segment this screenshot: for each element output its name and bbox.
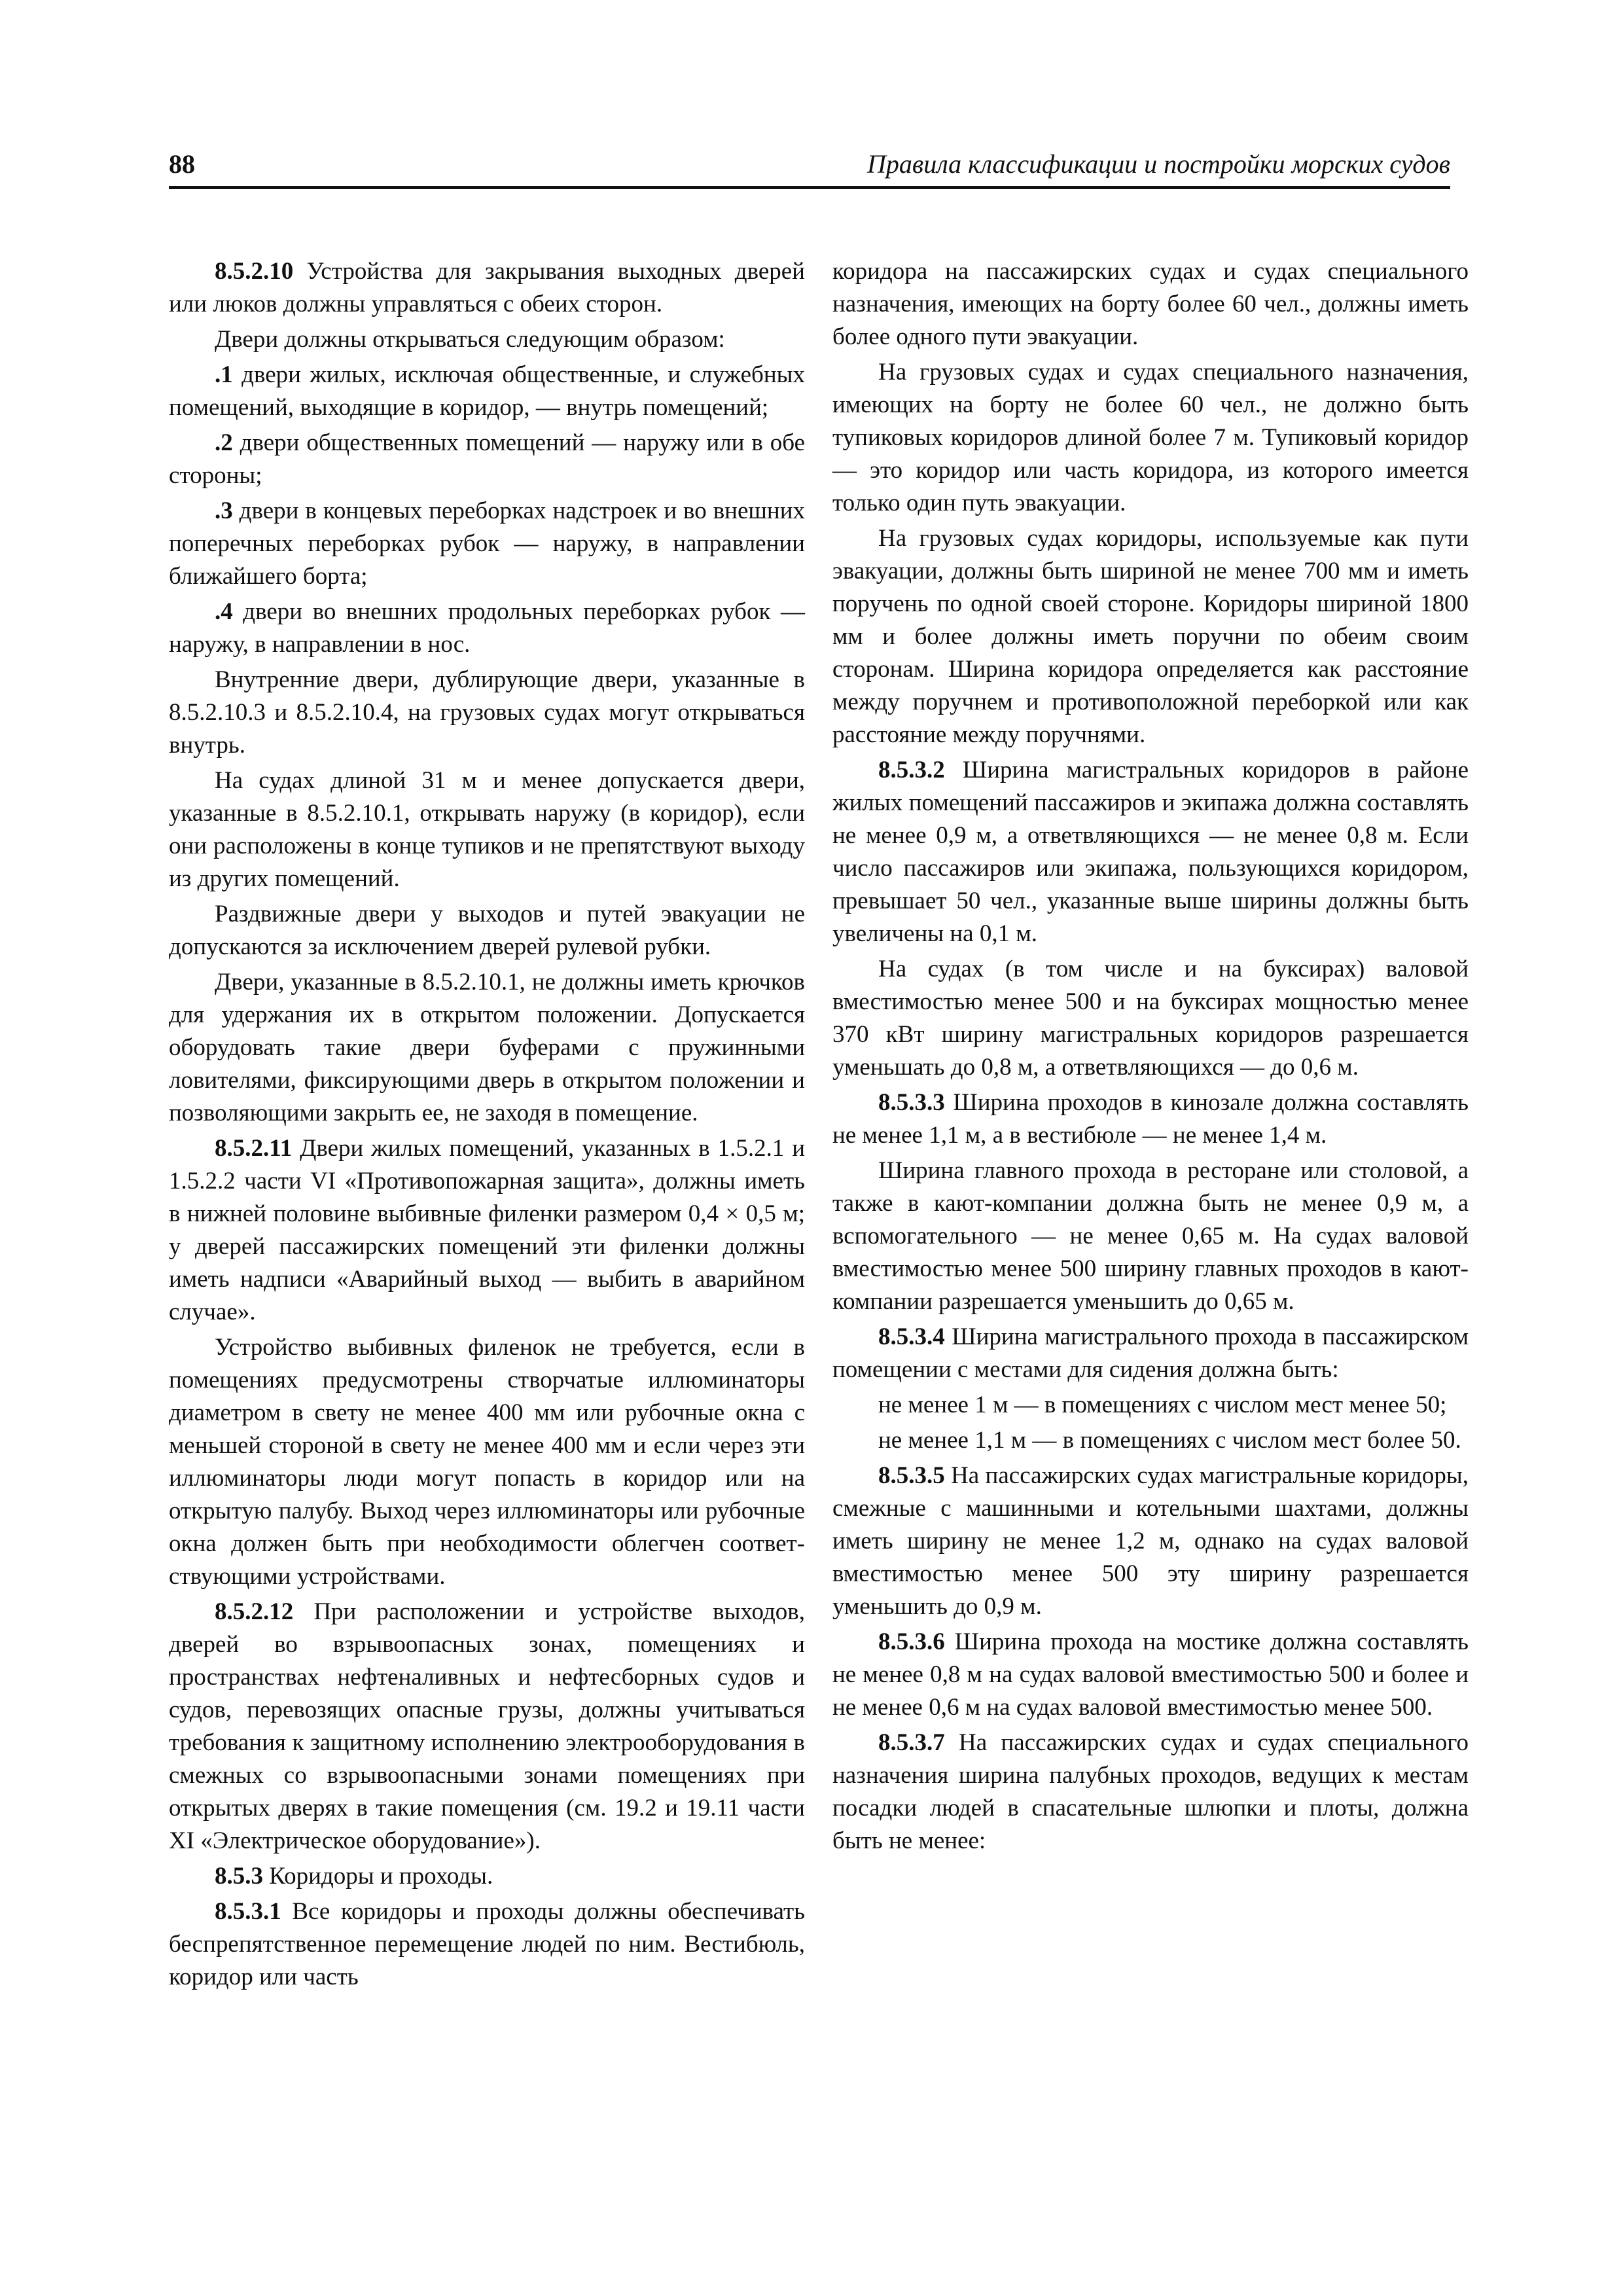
page-number: 88 bbox=[169, 149, 195, 179]
paragraph bbox=[169, 1895, 805, 1994]
paragraph-text: двери в концевых переборках надстроек и во внешних поперечных переборках рубок — наружу, в направлении ближайшего борта; bbox=[169, 497, 805, 590]
paragraph bbox=[832, 1460, 1469, 1623]
left-column bbox=[169, 255, 805, 1996]
paragraph-text: двери во внешних продольных переборках рубок — наружу, в направлении в нос. bbox=[169, 598, 805, 658]
paragraph bbox=[169, 495, 805, 593]
clause-number: 8.5.3.7 bbox=[878, 1729, 945, 1756]
paragraph-text: Ширина магистрального прохода в пассажирском помещении с местами для сидения должна быть: bbox=[832, 1323, 1469, 1383]
paragraph bbox=[169, 323, 805, 356]
paragraph-text: Ширина прохода на мостике должна составлять не менее 0,8 м на судах валовой вместимостью 500 и более и не менее 0,6 м на судах валовой вместимостью менее 500. bbox=[832, 1628, 1469, 1721]
clause-number: .4 bbox=[215, 598, 233, 625]
clause-number: 8.5.3.4 bbox=[878, 1323, 945, 1350]
paragraph bbox=[169, 664, 805, 762]
paragraph bbox=[832, 1321, 1469, 1386]
paragraph-text: На пассажирских судах и судах специального назначения ширина палубных проходов, ведущих к местам посадки людей в спасательные шлюпки и плоты, должна быть не менее: bbox=[832, 1729, 1469, 1854]
paragraph-text: Двери жилых помещений, указанных в 1.5.2.1 и 1.5.2.2 части VI «Противопожарная защита», должны иметь в нижней половине выбивные филенки размером 0,4 × 0,5 м; у дверей пассажирских помещений эти филенки должны иметь надписи «Аварийный выход — выбить в аварийном случае». bbox=[169, 1135, 805, 1325]
clause-number: 8.5.3.2 bbox=[878, 757, 945, 783]
clause-number: 8.5.3 bbox=[215, 1863, 263, 1890]
paragraph-text: На пассажирских судах магистральные коридоры, смежные с машинными и котельными шахтами, должны иметь ширину не менее 1,2 м, однако на судах валовой вместимостью менее 500 эту ширину разрешается уменьшить до 0,9 м. bbox=[832, 1462, 1469, 1620]
paragraph bbox=[169, 596, 805, 661]
clause-number: 8.5.3.3 bbox=[878, 1089, 945, 1116]
paragraph-text: Ширина магистральных коридоров в районе жилых помещений пассажиров и экипажа должна составлять не менее 0,9 м, а ответвляющихся — не менее 0,8 м. Если число пассажиров или экипажа, пользующихся коридором, превышает 50 чел., указанные выше ширины должны быть увеличены на 0,1 м. bbox=[832, 757, 1469, 947]
running-title: Правила классификации и постройки морских судов bbox=[866, 149, 1450, 179]
paragraph bbox=[832, 1086, 1469, 1152]
paragraph-text: Ширина проходов в кинозале должна составлять не менее 1,1 м, а в вестибюле — не менее 1,4 м. bbox=[832, 1089, 1469, 1149]
paragraph-text: коридора на пассажирских судах и судах специального назначения, имеющих на борту более 60 чел., должны иметь более одного пути эвакуации. bbox=[832, 258, 1469, 350]
paragraph-text: не менее 1 м — в помещениях с числом мест менее 50; bbox=[878, 1391, 1447, 1418]
paragraph bbox=[832, 1155, 1469, 1318]
paragraph bbox=[169, 1132, 805, 1329]
paragraph-text: не менее 1,1 м — в помещениях с числом мест более 50. bbox=[878, 1427, 1461, 1454]
paragraph bbox=[832, 1389, 1469, 1422]
clause-number: 8.5.3.1 bbox=[215, 1898, 281, 1925]
paragraph bbox=[169, 255, 805, 321]
paragraph-text: Двери должны открываться следующим образом: bbox=[215, 326, 725, 353]
page-header bbox=[169, 145, 1450, 189]
clause-number: .2 bbox=[215, 429, 233, 456]
paragraph bbox=[832, 953, 1469, 1084]
paragraph-text: Внутренние двери, дублирующие двери, указанные в 8.5.2.10.3 и 8.5.2.10.4, на грузовых судах могут открываться внутрь. bbox=[169, 666, 805, 759]
paragraph bbox=[169, 764, 805, 895]
paragraph-text: двери жилых, исключая общественные, и служебных помещений, выходящие в коридор, — внутрь помещений; bbox=[169, 361, 805, 421]
paragraph-text: Ширина главного прохода в ресторане или столовой, а также в кают-компании должна быть не менее 0,9 м, а вспомогательного — не менее 0,65 м. На судах валовой вместимостью менее 500 ширину главных проходов в кают-компании разрешается уменьшить до 0,65 м. bbox=[832, 1157, 1469, 1315]
paragraph-text: Двери, указанные в 8.5.2.10.1, не должны иметь крючков для удержания их в открытом положении. Допускается оборудовать такие двери буферами с пружинными ловителями, фиксирующими дверь в открытом положении и позволяющими закрыть ее, не заходя в помещение. bbox=[169, 969, 805, 1126]
paragraph-text: двери общественных помещений — наружу или в обе стороны; bbox=[169, 429, 805, 489]
paragraph bbox=[832, 1727, 1469, 1857]
clause-number: .1 bbox=[215, 361, 233, 388]
paragraph bbox=[832, 522, 1469, 751]
paragraph-text: Устройства для закрывания выходных дверей или люков должны управляться с обеих сторон. bbox=[169, 258, 805, 317]
clause-number: 8.5.2.12 bbox=[215, 1598, 294, 1625]
paragraph bbox=[169, 1860, 805, 1893]
paragraph-text: Раздвижные двери у выходов и путей эвакуации не допускаются за исключением дверей рулевой рубки. bbox=[169, 901, 805, 960]
paragraph-text: Устройство выбивных филенок не требуется, если в помещениях предусмотрены створчатые иллюминаторы диаметром в свету не менее 400 мм или рубочные окна с меньшей стороной в свету не менее 400 мм и если через эти иллюминаторы люди могут попасть в коридор или на открытую палубу. Выход через иллюминаторы или рубочные окна должен быть при необходимости облегчен соответ-ствующими устройствами. bbox=[169, 1334, 805, 1590]
paragraph bbox=[169, 1596, 805, 1857]
paragraph bbox=[832, 356, 1469, 520]
clause-number: 8.5.3.6 bbox=[878, 1628, 945, 1655]
paragraph bbox=[169, 898, 805, 963]
clause-number: 8.5.2.11 bbox=[215, 1135, 293, 1162]
paragraph bbox=[832, 754, 1469, 950]
paragraph bbox=[169, 359, 805, 424]
clause-number: 8.5.3.5 bbox=[878, 1462, 945, 1489]
paragraph-text: Коридоры и проходы. bbox=[263, 1863, 493, 1890]
paragraph-text: На грузовых судах коридоры, используемые как пути эвакуации, должны быть шириной не менее 700 мм и иметь поручень по одной своей стороне. Коридоры шириной 1800 мм и более должны иметь поручни по обеим своим сторонам. Ширина коридора определяется как расстояние между поручнем и противоположной переборкой или как расстояние между поручнями. bbox=[832, 525, 1469, 748]
right-column bbox=[832, 255, 1469, 1860]
paragraph bbox=[832, 1424, 1469, 1457]
paragraph bbox=[832, 255, 1469, 353]
paragraph bbox=[169, 427, 805, 492]
paragraph bbox=[169, 966, 805, 1130]
paragraph-text: На судах (в том числе и на буксирах) валовой вместимостью менее 500 и на буксирах мощностью менее 370 кВт ширину магистральных коридоров разрешается уменьшать до 0,8 м, а ответвляющихся — до 0,6 м. bbox=[832, 956, 1469, 1081]
paragraph bbox=[169, 1331, 805, 1593]
paragraph-text: На судах длиной 31 м и менее допускается двери, указанные в 8.5.2.10.1, открывать наружу (в коридор), если они расположены в конце тупиков и не препятствуют выходу из других помещений. bbox=[169, 767, 805, 892]
paragraph-text: На грузовых судах и судах специального назначения, имеющих на борту не более 60 чел., не должно быть тупиковых коридоров длиной более 7 м. Тупиковый коридор — это коридор или часть коридора, из которого имеется только один путь эвакуации. bbox=[832, 359, 1469, 516]
clause-number: .3 bbox=[215, 497, 233, 524]
paragraph-text: При расположении и устройстве выходов, дверей во взрывоопасных зонах, помещениях и пространствах нефтеналивных и нефтесборных судов и судов, перевозящих опасные грузы, должны учитываться требования к защитному исполнению электрооборудования в смежных со взрывоопасными зонами помещениях при открытых дверях в такие помещения (см. 19.2 и 19.11 части XI «Электрическое оборудование»). bbox=[169, 1598, 805, 1854]
clause-number: 8.5.2.10 bbox=[215, 258, 294, 285]
paragraph bbox=[832, 1626, 1469, 1724]
paragraph-text: Все коридоры и проходы должны обеспечивать беспрепятственное перемещение людей по ним. Вестибюль, коридор или часть bbox=[169, 1898, 805, 1990]
